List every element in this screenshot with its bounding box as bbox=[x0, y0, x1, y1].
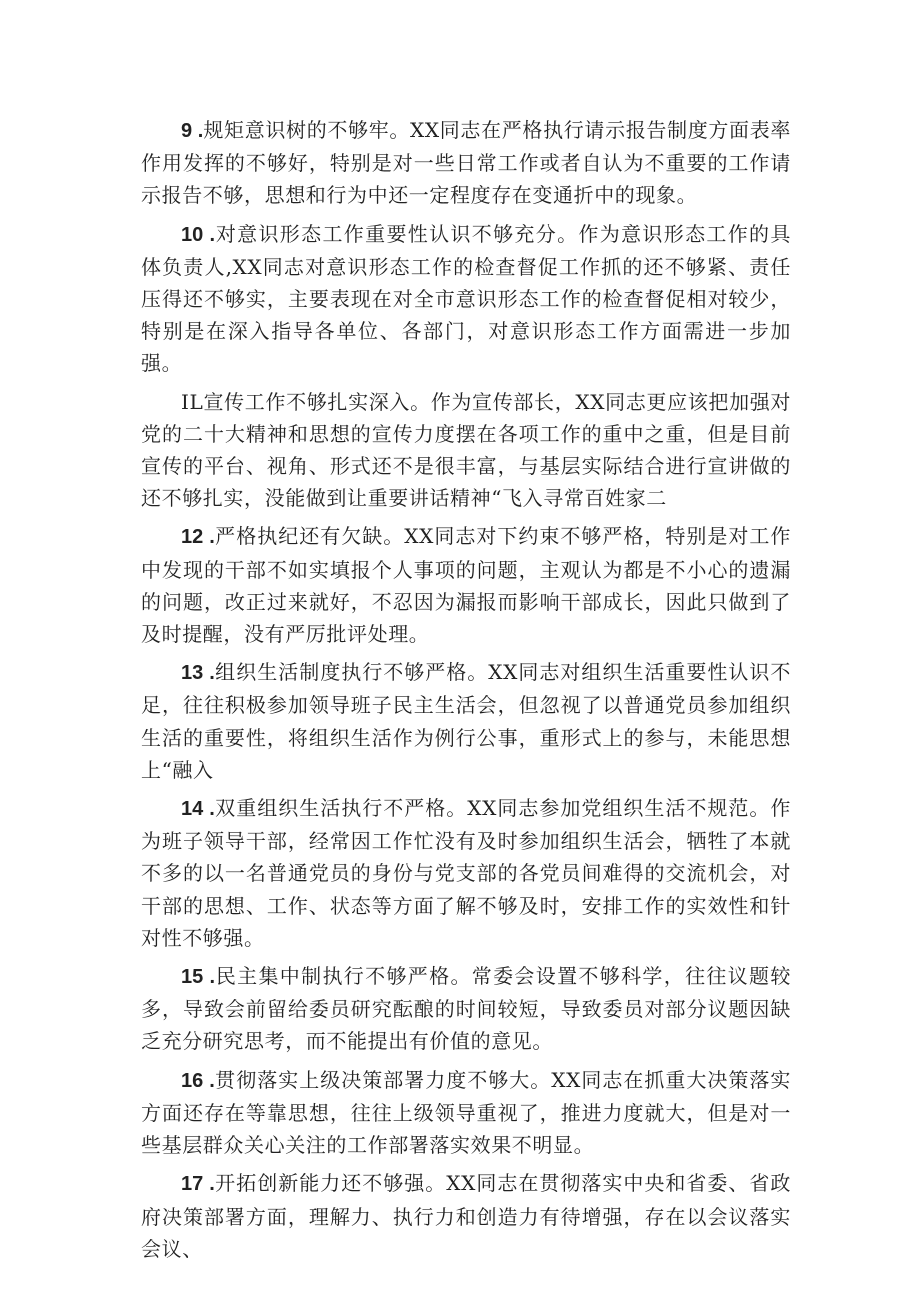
paragraph-text: 开拓创新能力还不够强。XX同志在贯彻落实中央和省委、省政府决策部署方面，理解力、执行力和创造力有待增强，存在以会议落实会议、 bbox=[141, 1171, 791, 1261]
paragraph-item-14: 14 .双重组织生活执行不严格。XX同志参加党组织生活不规范。作为班子领导干部，经常因工作忙没有及时参加组织生活会，牺牲了本就不多的以一名普通党员的身份与党支部的各党员间难得的交流机会，对干部的思想、工作、状态等方面了解不够及时，安排工作的实效性和针对性不够强。 bbox=[141, 796, 791, 950]
paragraph-text: 对意识形态工作重要性认识不够充分。作为意识形态工作的具体负责人,XX同志对意识形态工作的检查督促工作抓的还不够紧、责任压得还不够实，主要表现在对全市意识形态工作的检查督促相对较少，特别是在深入指导各单位、各部门，对意识形态工作方面需进一步加强。 bbox=[141, 221, 791, 376]
paragraph-text: 双重组织生活执行不严格。XX同志参加党组织生活不规范。作为班子领导干部，经常因工作忙没有及时参加组织生活会，牺牲了本就不多的以一名普通党员的身份与党支部的各党员间难得的交流机会，对干部的思想、工作、状态等方面了解不够及时，安排工作的实效性和针对性不够强。 bbox=[141, 796, 791, 950]
paragraph-text: 贯彻落实上级决策部署力度不够大。XX同志在抓重大决策落实方面还存在等靠思想，往往上级领导重视了，推进力度就大，但是对一些基层群众关心关注的工作部署落实效果不明显。 bbox=[141, 1067, 791, 1158]
paragraph-item-10: 10 .对意识形态工作重要性认识不够充分。作为意识形态工作的具体负责人,XX同志对意识形态工作的检查督促工作抓的还不够紧、责任压得还不够实，主要表现在对全市意识形态工作的检查督促相对较少，特别是在深入指导各单位、各部门，对意识形态工作方面需进一步加强。 bbox=[141, 221, 791, 376]
paragraph-text: 规矩意识树的不够牢。XX同志在严格执行请示报告制度方面表率作用发挥的不够好，特别是对一些日常工作或者自认为不重要的工作请示报告不够，思想和行为中还一定程度存在变通折中的现象。 bbox=[141, 118, 791, 208]
document-body bbox=[141, 114, 791, 1271]
item-number: 16 bbox=[181, 1069, 204, 1092]
item-number: 14 bbox=[181, 798, 204, 821]
item-number: 13 bbox=[181, 662, 204, 685]
paragraph-text: 民主集中制执行不够严格。常委会设置不够科学，往往议题较多，导致会前留给委员研究酝酿的时间较短，导致委员对部分议题因缺乏充分研究思考，而不能提出有价值的意见。 bbox=[141, 964, 791, 1054]
item-number: 17 bbox=[181, 1173, 204, 1196]
paragraph-item-9: 9 .规矩意识树的不够牢。XX同志在严格执行请示报告制度方面表率作用发挥的不够好，特别是对一些日常工作或者自认为不重要的工作请示报告不够，思想和行为中还一定程度存在变通折中的现象。 bbox=[141, 118, 791, 208]
paragraph-item-16: 16 .贯彻落实上级决策部署力度不够大。XX同志在抓重大决策落实方面还存在等靠思想，往往上级领导重视了，推进力度就大，但是对一些基层群众关心关注的工作部署落实效果不明显。 bbox=[141, 1067, 791, 1158]
paragraph-item-11 bbox=[141, 386, 791, 515]
paragraph-text: IL宣传工作不够扎实深入。作为宣传部长，XX同志更应该把加强对党的二十大精神和思想的宣传力度摆在各项工作的重中之重，但是目前宣传的平台、视角、形式还不是很丰富，与基层实际结合进行宣讲做的还不够扎实，没能做到让重要讲话精神“飞入寻常百姓家二 bbox=[141, 389, 791, 511]
paragraph-item-13: 13 .组织生活制度执行不够严格。XX同志对组织生活重要性认识不足，往往积极参加领导班子民主生活会，但忽视了以普通党员参加组织生活的重要性，将组织生活作为例行公事，重形式上的参与，未能思想上“融入 bbox=[141, 660, 791, 782]
paragraph-item-17: 17 .开拓创新能力还不够强。XX同志在贯彻落实中央和省委、省政府决策部署方面，理解力、执行力和创造力有待增强，存在以会议落实会议、 bbox=[141, 1171, 791, 1261]
item-number: 12 bbox=[181, 526, 204, 549]
item-number: 10 bbox=[181, 223, 204, 246]
paragraph-item-15: 15 .民主集中制执行不够严格。常委会设置不够科学，往往议题较多，导致会前留给委员研究酝酿的时间较短，导致委员对部分议题因缺乏充分研究思考，而不能提出有价值的意见。 bbox=[141, 964, 791, 1054]
item-number: 15 bbox=[181, 966, 204, 989]
item-number: 9 bbox=[181, 120, 193, 142]
paragraph-text: 严格执纪还有欠缺。XX同志对下约束不够严格，特别是对工作中发现的干部不如实填报个人事项的问题，主观认为都是不小心的遗漏的问题，改正过来就好，不忍因为漏报而影响干部成长，因此只做到了及时提醒，没有严厉批评处理。 bbox=[141, 524, 791, 647]
paragraph-text: 组织生活制度执行不够严格。XX同志对组织生活重要性认识不足，往往积极参加领导班子民主生活会，但忽视了以普通党员参加组织生活的重要性，将组织生活作为例行公事，重形式上的参与，未能思想上“融入 bbox=[141, 660, 791, 782]
paragraph-item-12: 12 .严格执纪还有欠缺。XX同志对下约束不够严格，特别是对工作中发现的干部不如实填报个人事项的问题，主观认为都是不小心的遗漏的问题，改正过来就好，不忍因为漏报而影响干部成长，因此只做到了及时提醒，没有严厉批评处理。 bbox=[141, 524, 791, 647]
